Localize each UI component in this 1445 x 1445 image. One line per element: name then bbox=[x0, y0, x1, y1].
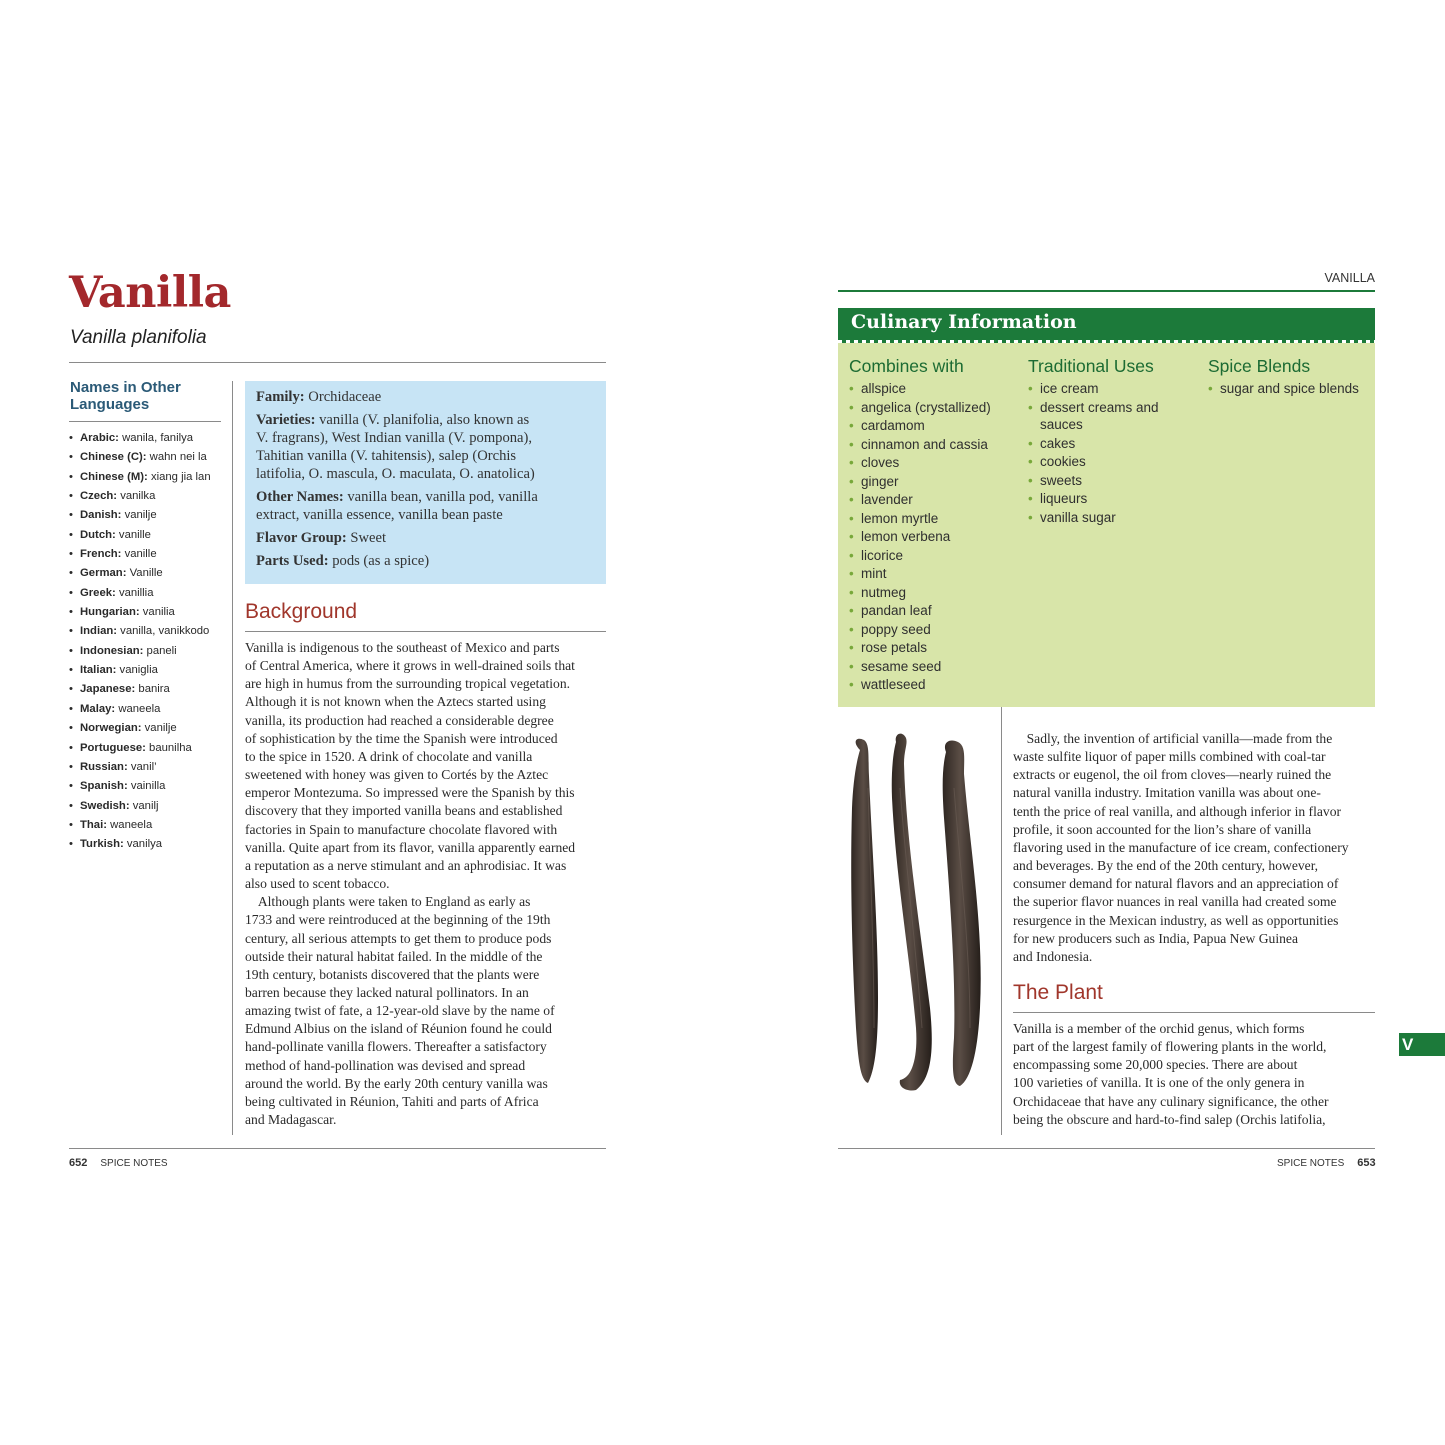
culinary-dashed-rule bbox=[838, 340, 1375, 343]
culinary-list-item: • dessert creams and sauces bbox=[1028, 399, 1178, 434]
combines-list bbox=[849, 380, 1019, 695]
culinary-list-item: • sugar and spice blends bbox=[1208, 380, 1373, 398]
page-number-left: 652 bbox=[69, 1157, 88, 1169]
text-line: Edmund Albius on the island of Réunion found he could bbox=[245, 1021, 552, 1037]
text-line: around the world. By the early 20th century vanilla was bbox=[245, 1075, 548, 1091]
text-line: and Indonesia. bbox=[1013, 948, 1093, 964]
text-line: Orchidaceae that have any culinary significance, the other bbox=[1013, 1093, 1329, 1109]
text-line: emperor Montezuma. So impressed were the Spanish by this bbox=[245, 785, 575, 801]
footer-title-left: SPICE NOTES bbox=[100, 1158, 168, 1169]
language-value: baunilha bbox=[149, 741, 192, 754]
language-name-item: • Indian: vanilla, vanikkodo bbox=[69, 625, 210, 638]
language-name-item: • Chinese (C): wahn nei la bbox=[69, 451, 207, 464]
text-line: Although it is not known when the Aztecs started using bbox=[245, 694, 546, 710]
text-line: discovery that they imported vanilla beans and established bbox=[245, 803, 563, 819]
traditional-heading: Traditional Uses bbox=[1028, 356, 1154, 376]
text-line: of sophistication by the time the Spanish were introduced bbox=[245, 730, 558, 746]
culinary-list-item: • licorice bbox=[849, 547, 1019, 565]
language-value: wanila, fanilya bbox=[122, 432, 194, 444]
culinary-list-item: • ice cream bbox=[1028, 380, 1178, 398]
background-divider bbox=[245, 631, 606, 632]
culinary-list-item: • angelica (crystallized) bbox=[849, 399, 1019, 417]
culinary-list-item: • lavender bbox=[849, 491, 1019, 509]
language-value: wahn nei la bbox=[149, 451, 207, 464]
language-value: waneela bbox=[110, 818, 153, 831]
language-name-item: • Russian: vanil’ bbox=[69, 760, 157, 773]
footer-title-right: SPICE NOTES bbox=[1277, 1158, 1345, 1169]
text-line: are high in humus from the surrounding tropical vegetation. bbox=[245, 676, 571, 692]
language-name-item: • German: Vanille bbox=[69, 567, 163, 580]
section-tab-v: V bbox=[1399, 1033, 1445, 1056]
varieties-line: vanilla (V. planifolia, also known as bbox=[319, 411, 530, 428]
text-line: Vanilla is a member of the orchid genus, which forms bbox=[1013, 1021, 1305, 1036]
parts-used-value: pods (as a spice) bbox=[332, 552, 430, 569]
vanilla-pod-3 bbox=[943, 740, 981, 1086]
column-divider-right bbox=[1001, 707, 1002, 1135]
culinary-list-item: • cakes bbox=[1028, 435, 1178, 453]
language-name-item: • Italian: vaniglia bbox=[69, 664, 158, 677]
text-line: and Madagascar. bbox=[245, 1112, 337, 1128]
varieties-line: V. fragrans), West Indian vanilla (V. pompona), bbox=[256, 429, 533, 446]
text-line: tenth the price of real vanilla, and although inferior in flavor bbox=[1013, 803, 1342, 819]
language-label: Portuguese: bbox=[80, 741, 146, 754]
family-label: Family: bbox=[256, 389, 305, 405]
culinary-list-item: • lemon myrtle bbox=[849, 510, 1019, 528]
language-name-item: • Czech: vanilka bbox=[69, 490, 156, 503]
language-value: vanilje bbox=[144, 722, 177, 735]
varieties-line: latifolia, O. mascula, O. maculata, O. anatolica) bbox=[256, 466, 535, 483]
culinary-list-item: • cardamom bbox=[849, 417, 1019, 435]
language-name-item: • Chinese (M): xiang jia lan bbox=[69, 470, 211, 483]
text-line: natural vanilla industry. Imitation vanilla was about one- bbox=[1013, 785, 1321, 801]
flavor-group-value: Sweet bbox=[350, 529, 387, 546]
vanilla-pod-1 bbox=[851, 739, 878, 1083]
text-line: also used to scent tobacco. bbox=[245, 876, 390, 892]
text-line: to the spice in 1520. A drink of chocolate and vanilla bbox=[245, 748, 533, 764]
language-name-item: • Japanese: banira bbox=[69, 683, 170, 696]
language-label: Indian: bbox=[80, 625, 118, 638]
text-line: and beverages. By the end of the 20th century, however, bbox=[1013, 858, 1319, 874]
text-line: 19th century, botanists discovered that the plants were bbox=[245, 966, 540, 982]
plant-divider bbox=[1013, 1012, 1375, 1013]
plant-heading: The Plant bbox=[1013, 981, 1103, 1004]
text-line: Vanilla is indigenous to the southeast of Mexico and parts bbox=[245, 640, 560, 655]
names-divider bbox=[69, 421, 221, 422]
plant-text bbox=[1013, 1020, 1375, 1129]
culinary-list-item: • mint bbox=[849, 565, 1019, 583]
text-line: flavoring used in the manufacture of ice cream, confectionery bbox=[1013, 839, 1349, 855]
footer-divider-right bbox=[838, 1148, 1375, 1149]
column-divider-left bbox=[232, 381, 233, 1135]
names-list bbox=[69, 430, 211, 856]
language-label: Swedish: bbox=[80, 799, 130, 812]
culinary-list-item: • pandan leaf bbox=[849, 602, 1019, 620]
language-label: Chinese (C): bbox=[80, 451, 147, 464]
language-label: Italian: bbox=[80, 664, 117, 677]
background-heading: Background bbox=[245, 600, 358, 623]
language-value: vanille bbox=[124, 548, 157, 561]
language-name-item: • Hungarian: vanilia bbox=[69, 606, 175, 619]
culinary-list-item: • nutmeg bbox=[849, 584, 1019, 602]
language-label: French: bbox=[80, 548, 122, 561]
text-line: Although plants were taken to England as early as bbox=[245, 894, 531, 910]
language-value: xiang jia lan bbox=[150, 470, 211, 483]
text-line: sweetened with honey was given to Cortés by the Aztec bbox=[245, 767, 549, 783]
culinary-list-item: • cookies bbox=[1028, 453, 1178, 471]
language-value: vainilla bbox=[130, 780, 166, 793]
other-names-line: extract, vanilla essence, vanilla bean paste bbox=[256, 507, 503, 524]
language-value: vanil’ bbox=[130, 760, 157, 773]
language-name-item: • Norwegian: vanilje bbox=[69, 722, 177, 735]
language-label: Malay: bbox=[80, 702, 116, 715]
flavor-group-label: Flavor Group: bbox=[256, 529, 347, 546]
language-name-item: • Dutch: vanille bbox=[69, 528, 151, 541]
culinary-list-item: • ginger bbox=[849, 473, 1019, 491]
language-name-item: • Portuguese: baunilha bbox=[69, 741, 192, 754]
culinary-list-item: • cinnamon and cassia bbox=[849, 436, 1019, 454]
history-text bbox=[1013, 730, 1375, 966]
text-line: being cultivated in Réunion, Tahiti and parts of Africa bbox=[245, 1093, 539, 1109]
text-line: being the obscure and hard-to-find salep (Orchis latifolia, bbox=[1013, 1111, 1326, 1127]
varieties-label: Varieties: bbox=[256, 411, 316, 428]
footer-right bbox=[1277, 1157, 1376, 1169]
running-head: VANILLA bbox=[1324, 271, 1375, 285]
culinary-list-item: • poppy seed bbox=[849, 621, 1019, 639]
language-name-item: • French: vanille bbox=[69, 548, 157, 561]
text-line: a reputation as a nerve stimulant and an aphrodisiac. It was bbox=[245, 857, 567, 873]
language-value: vanilla, vanikkodo bbox=[120, 625, 210, 638]
language-value: vanille bbox=[118, 528, 151, 541]
language-label: Indonesian: bbox=[80, 644, 144, 657]
language-name-item: • Turkish: vanilya bbox=[69, 838, 163, 851]
text-line: waste sulfite liquor of paper mills combined with coal-tar bbox=[1013, 749, 1326, 765]
language-label: Hungarian: bbox=[80, 606, 140, 619]
text-line: 1733 and were reintroduced at the beginning of the 19th bbox=[245, 912, 551, 928]
language-name-item: • Thai: waneela bbox=[69, 818, 153, 831]
language-value: vanilya bbox=[126, 838, 163, 851]
blends-heading: Spice Blends bbox=[1208, 356, 1311, 376]
language-label: Thai: bbox=[80, 818, 107, 831]
language-value: Vanille bbox=[129, 567, 163, 580]
language-value: banira bbox=[138, 683, 170, 696]
background-text bbox=[245, 639, 606, 1129]
vanilla-pods-image bbox=[838, 728, 998, 1098]
blends-list bbox=[1208, 380, 1373, 399]
language-name-item: • Greek: vanillia bbox=[69, 586, 154, 599]
culinary-title: Culinary Information bbox=[851, 311, 1077, 333]
language-name-item: • Arabic: wanila, fanilya bbox=[69, 432, 194, 444]
page-title: Vanilla bbox=[69, 268, 231, 318]
text-line: barren because they lacked natural pollinators. In an bbox=[245, 984, 529, 1000]
text-line: Sadly, the invention of artificial vanilla—made from the bbox=[1013, 731, 1333, 746]
language-label: Arabic: bbox=[80, 432, 119, 444]
language-name-item: • Indonesian: paneli bbox=[69, 644, 177, 657]
text-line: factories in Spain to manufacture chocolate flavored with bbox=[245, 821, 558, 837]
family-value: Orchidaceae bbox=[308, 389, 382, 405]
language-value: waneela bbox=[118, 702, 161, 715]
running-head-rule bbox=[838, 290, 1375, 292]
culinary-list-item: • wattleseed bbox=[849, 676, 1019, 694]
names-heading: Names in Other Languages bbox=[70, 379, 181, 413]
language-label: Dutch: bbox=[80, 528, 116, 541]
text-line: hand-pollinate vanilla flowers. Thereafter a satisfactory bbox=[245, 1039, 547, 1055]
other-names-line: vanilla bean, vanilla pod, vanilla bbox=[347, 489, 538, 506]
spice-info-box bbox=[245, 381, 606, 584]
language-label: Spanish: bbox=[80, 780, 128, 793]
text-line: encompassing some 20,000 species. There are about bbox=[1013, 1057, 1298, 1073]
language-value: vanilj bbox=[132, 799, 159, 812]
footer-divider-left bbox=[69, 1148, 606, 1149]
language-label: Greek: bbox=[80, 586, 116, 599]
language-label: Czech: bbox=[80, 490, 118, 503]
language-label: Turkish: bbox=[80, 838, 124, 851]
language-label: Danish: bbox=[80, 509, 122, 522]
language-name-item: • Danish: vanilje bbox=[69, 509, 157, 522]
culinary-list-item: • cloves bbox=[849, 454, 1019, 472]
culinary-list-item: • sesame seed bbox=[849, 658, 1019, 676]
language-name-item: • Malay: waneela bbox=[69, 702, 161, 715]
title-divider bbox=[69, 362, 606, 363]
language-value: paneli bbox=[146, 644, 177, 657]
language-label: Norwegian: bbox=[80, 722, 142, 735]
culinary-list-item: • sweets bbox=[1028, 472, 1178, 490]
text-line: vanilla, its production had reached a considerable degree bbox=[245, 712, 554, 728]
culinary-list-item: • rose petals bbox=[849, 639, 1019, 657]
traditional-list bbox=[1028, 380, 1178, 527]
language-value: vanilka bbox=[120, 490, 156, 503]
culinary-list-item: • vanilla sugar bbox=[1028, 509, 1178, 527]
language-value: vanilia bbox=[142, 606, 175, 619]
varieties-line: Tahitian vanilla (V. tahitensis), salep (Orchis bbox=[256, 448, 517, 465]
language-label: Chinese (M): bbox=[80, 470, 148, 483]
latin-name: Vanilla planifolia bbox=[70, 327, 207, 348]
text-line: profile, it soon accounted for the lion’s share of vanilla bbox=[1013, 821, 1312, 837]
language-value: vaniglia bbox=[119, 664, 158, 677]
language-label: Japanese: bbox=[80, 683, 136, 696]
text-line: 100 varieties of vanilla. It is one of the only genera in bbox=[1013, 1075, 1305, 1091]
text-line: amazing twist of fate, a 12-year-old slave by the name of bbox=[245, 1003, 555, 1019]
text-line: extracts or eugenol, the oil from cloves—nearly ruined the bbox=[1013, 767, 1332, 783]
text-line: outside their natural habitat failed. In the middle of the bbox=[245, 948, 543, 964]
text-line: the superior flavor nuances in real vanilla had created some bbox=[1013, 894, 1337, 910]
other-names-label: Other Names: bbox=[256, 489, 344, 506]
language-value: vanillia bbox=[118, 586, 154, 599]
text-line: part of the largest family of flowering plants in the world, bbox=[1013, 1039, 1327, 1055]
language-value: vanilje bbox=[124, 509, 157, 522]
parts-used-label: Parts Used: bbox=[256, 552, 329, 569]
culinary-list-item: • liqueurs bbox=[1028, 490, 1178, 508]
text-line: for new producers such as India, Papua New Guinea bbox=[1013, 930, 1298, 946]
text-line: vanilla. Quite apart from its flavor, vanilla apparently earned bbox=[245, 839, 576, 855]
culinary-list-item: • allspice bbox=[849, 380, 1019, 398]
text-line: consumer demand for natural flavors and an appreciation of bbox=[1013, 876, 1339, 892]
combines-heading: Combines with bbox=[849, 356, 964, 376]
text-line: of Central America, where it grows in well-drained soils that bbox=[245, 658, 575, 674]
text-line: century, all serious attempts to get them to produce pods bbox=[245, 930, 552, 946]
footer-left bbox=[69, 1157, 168, 1169]
text-line: resurgence in the Mexican industry, as well as opportunities bbox=[1013, 912, 1339, 928]
text-line: method of hand-pollination was devised and spread bbox=[245, 1057, 526, 1073]
language-label: Russian: bbox=[80, 760, 128, 773]
language-name-item: • Spanish: vainilla bbox=[69, 780, 166, 793]
language-name-item: • Swedish: vanilj bbox=[69, 799, 159, 812]
page-number-right: 653 bbox=[1357, 1157, 1376, 1169]
language-label: German: bbox=[80, 567, 127, 580]
culinary-list-item: • lemon verbena bbox=[849, 528, 1019, 546]
